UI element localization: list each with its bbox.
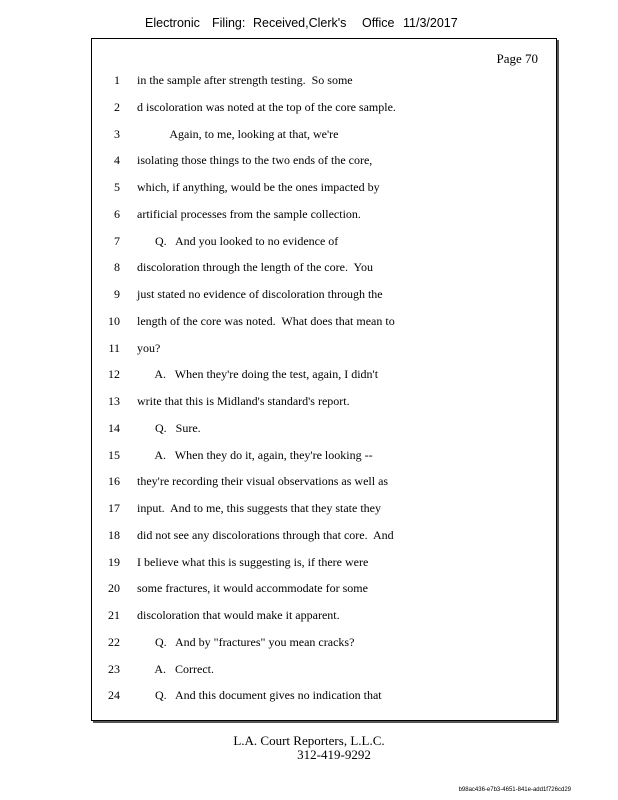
reporter-company: L.A. Court Reporters, L.L.C. <box>233 733 385 748</box>
line-text: Q. And by "fractures" you mean cracks? <box>137 634 355 649</box>
line-number: 16 <box>108 474 120 489</box>
line-text: I believe what this is suggesting is, if there were <box>137 554 369 569</box>
line-number: 22 <box>108 634 120 649</box>
transcript-line <box>92 686 552 704</box>
transcript-line <box>92 633 552 651</box>
line-number: 19 <box>108 554 120 569</box>
footer <box>0 734 618 762</box>
filing-received: Received,Clerk's <box>253 16 347 30</box>
line-text: A. Correct. <box>137 661 214 676</box>
line-number: 1 <box>114 73 120 87</box>
e-filing-stamp <box>0 16 618 34</box>
line-number: 12 <box>108 367 120 382</box>
line-number: 23 <box>108 661 120 676</box>
page-number: Page 70 <box>496 51 538 66</box>
transcript-line <box>92 526 552 544</box>
line-text: some fractures, it would accommodate for some <box>137 581 368 596</box>
filing-office: Office <box>362 16 395 30</box>
line-number: 2 <box>114 99 120 114</box>
line-text: d iscoloration was noted at the top of the core sample. <box>137 99 396 114</box>
line-text: Again, to me, looking at that, we're <box>137 126 339 141</box>
line-text: Q. Sure. <box>137 420 201 435</box>
line-text: artificial processes from the sample collection. <box>137 206 361 221</box>
transcript-line <box>92 392 552 410</box>
transcript-line <box>92 178 552 196</box>
line-number: 18 <box>108 527 120 542</box>
line-text: A. When they're doing the test, again, I didn't <box>137 367 379 382</box>
line-number: 13 <box>108 394 120 408</box>
document-id: b98ac436-e7b3-4651-841e-add1f726cd29 <box>458 787 571 793</box>
transcript-line <box>92 205 552 223</box>
line-number: 21 <box>108 608 120 622</box>
line-text: Q. And you looked to no evidence of <box>137 233 339 248</box>
transcript-line <box>92 258 552 276</box>
transcript-line <box>92 71 552 89</box>
line-text: just stated no evidence of discoloration through the <box>137 287 383 301</box>
line-number: 6 <box>114 206 120 221</box>
transcript-line <box>92 472 552 490</box>
transcript-line <box>92 365 552 383</box>
line-text: isolating those things to the two ends of the core, <box>137 153 373 168</box>
line-text: Q. And this document gives no indication that <box>137 688 382 703</box>
filing-date: 11/3/2017 <box>403 16 458 30</box>
filing-electronic: Electronic <box>145 16 200 30</box>
line-text: discoloration through the length of the core. You <box>137 260 373 275</box>
transcript-line <box>92 285 552 303</box>
line-number: 11 <box>108 340 120 355</box>
line-text: they're recording their visual observations as well as <box>137 474 389 489</box>
line-text: you? <box>137 340 161 355</box>
line-number: 20 <box>108 581 120 596</box>
line-number: 24 <box>108 688 120 703</box>
line-number: 10 <box>108 313 120 328</box>
line-text: in the sample after strength testing. So some <box>137 73 353 87</box>
transcript-line <box>92 579 552 597</box>
transcript-line <box>92 232 552 250</box>
transcript-line <box>92 151 552 169</box>
reporter-phone: 312-419-9292 <box>297 747 371 762</box>
line-number: 7 <box>114 233 120 248</box>
transcript-line <box>92 553 552 571</box>
line-text: did not see any discolorations through that core. And <box>137 527 394 542</box>
line-number: 4 <box>114 153 120 168</box>
line-text: A. When they do it, again, they're looking -- <box>137 447 373 462</box>
line-text: input. And to me, this suggests that they state they <box>137 501 381 515</box>
transcript-line <box>92 125 552 143</box>
transcript-line <box>92 660 552 678</box>
line-number: 8 <box>114 260 120 275</box>
transcript-line <box>92 606 552 624</box>
transcript-page <box>91 38 557 721</box>
line-text: which, if anything, would be the ones impacted by <box>137 180 380 194</box>
transcript-line <box>92 419 552 437</box>
transcript-line <box>92 339 552 357</box>
filing-label: Filing: <box>212 16 246 30</box>
line-number: 9 <box>114 287 120 301</box>
line-number: 17 <box>108 501 120 515</box>
line-number: 15 <box>108 447 120 462</box>
line-text: discoloration that would make it apparent. <box>137 608 340 622</box>
transcript-line <box>92 446 552 464</box>
transcript-line <box>92 499 552 517</box>
line-number: 14 <box>108 420 120 435</box>
line-text: write that this is Midland's standard's report. <box>137 394 350 408</box>
transcript-line <box>92 312 552 330</box>
line-number: 5 <box>114 180 120 194</box>
line-number: 3 <box>114 126 120 141</box>
transcript-line <box>92 98 552 116</box>
line-text: length of the core was noted. What does that mean to <box>137 313 395 328</box>
